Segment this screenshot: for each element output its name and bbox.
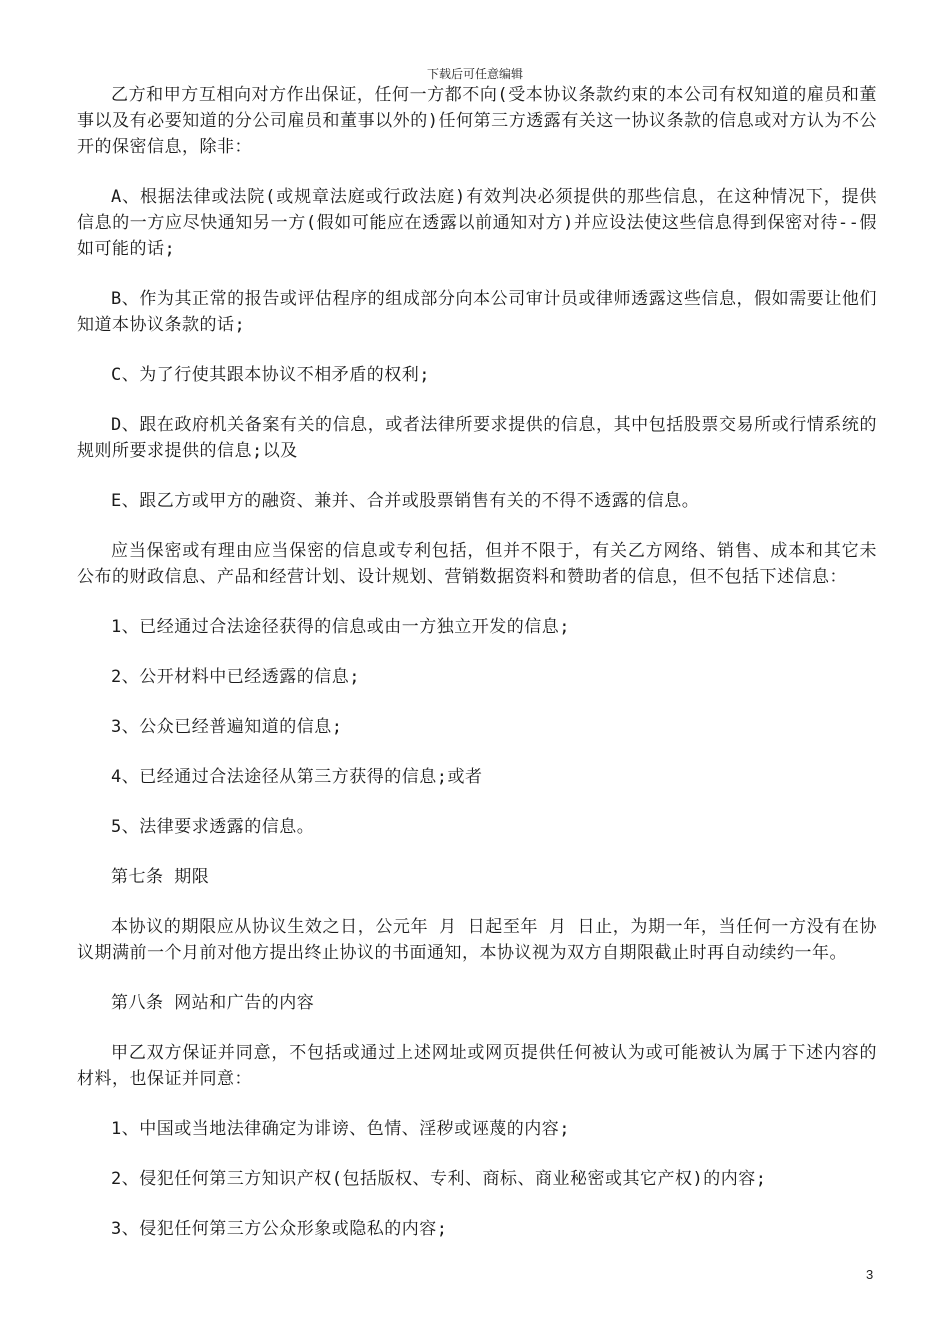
paragraph-exception-e: E、跟乙方或甲方的融资、兼并、合并或股票销售有关的不得不透露的信息。 [111, 491, 700, 511]
paragraph-exception-b: B、作为其正常的报告或评估程序的组成部分向本公司审计员或律师透露这些信息，假如需要让他们知道本协议条款的话; [77, 289, 877, 335]
document-body [77, 82, 877, 1266]
paragraph-excluded-2: 2、公开材料中已经透露的信息; [111, 667, 360, 687]
paragraph-excluded-5: 5、法律要求透露的信息。 [111, 817, 315, 837]
paragraph-content-item-1: 1、中国或当地法律确定为诽谤、色情、淫秽或诬蔑的内容; [111, 1119, 570, 1139]
paragraph-exception-a: A、根据法律或法院(或规章法庭或行政法庭)有效判决必须提供的那些信息，在这种情况下，提供信息的一方应尽快通知另一方(假如可能应在透露以前通知对方)并应设法使这些信息得到保密对待--假如可能的话; [77, 187, 877, 259]
paragraph-content-item-2: 2、侵犯任何第三方知识产权(包括版权、专利、商标、商业秘密或其它产权)的内容; [111, 1169, 767, 1189]
paragraph-confidentiality-intro: 乙方和甲方互相向对方作出保证，任何一方都不向(受本协议条款约束的本公司有权知道的雇员和董事以及有必要知道的分公司雇员和董事以外的)任何第三方透露有关这一协议条款的信息或对方认为不公开的保密信息，除非： [77, 85, 877, 157]
section-heading-article-8: 第八条 网站和广告的内容 [111, 993, 315, 1013]
paragraph-excluded-1: 1、已经通过合法途径获得的信息或由一方独立开发的信息; [111, 617, 570, 637]
page-header: 下载后可任意编辑 [426, 67, 523, 81]
paragraph-content-item-3: 3、侵犯任何第三方公众形象或隐私的内容; [111, 1219, 448, 1239]
paragraph-exception-d: D、跟在政府机关备案有关的信息，或者法律所要求提供的信息，其中包括股票交易所或行情系统的规则所要求提供的信息;以及 [77, 415, 877, 461]
paragraph-content-guarantee: 甲乙双方保证并同意，不包括或通过上述网址或网页提供任何被认为或可能被认为属于下述内容的材料，也保证并同意： [77, 1043, 877, 1089]
page-number: 3 [866, 1267, 874, 1282]
paragraph-excluded-4: 4、已经通过合法途径从第三方获得的信息;或者 [111, 767, 483, 787]
paragraph-exception-c: C、为了行使其跟本协议不相矛盾的权利; [111, 365, 430, 385]
paragraph-excluded-3: 3、公众已经普遍知道的信息; [111, 717, 343, 737]
section-heading-article-7: 第七条 期限 [111, 867, 210, 887]
paragraph-confidential-scope: 应当保密或有理由应当保密的信息或专利包括，但并不限于，有关乙方网络、销售、成本和其它未公布的财政信息、产品和经营计划、设计规划、营销数据资料和赞助者的信息，但不包括下述信息： [77, 541, 877, 587]
paragraph-term: 本协议的期限应从协议生效之日，公元年 月 日起至年 月 日止，为期一年，当任何一方没有在协议期满前一个月前对他方提出终止协议的书面通知，本协议视为双方自期限截止时再自动续约一年。 [77, 917, 877, 963]
